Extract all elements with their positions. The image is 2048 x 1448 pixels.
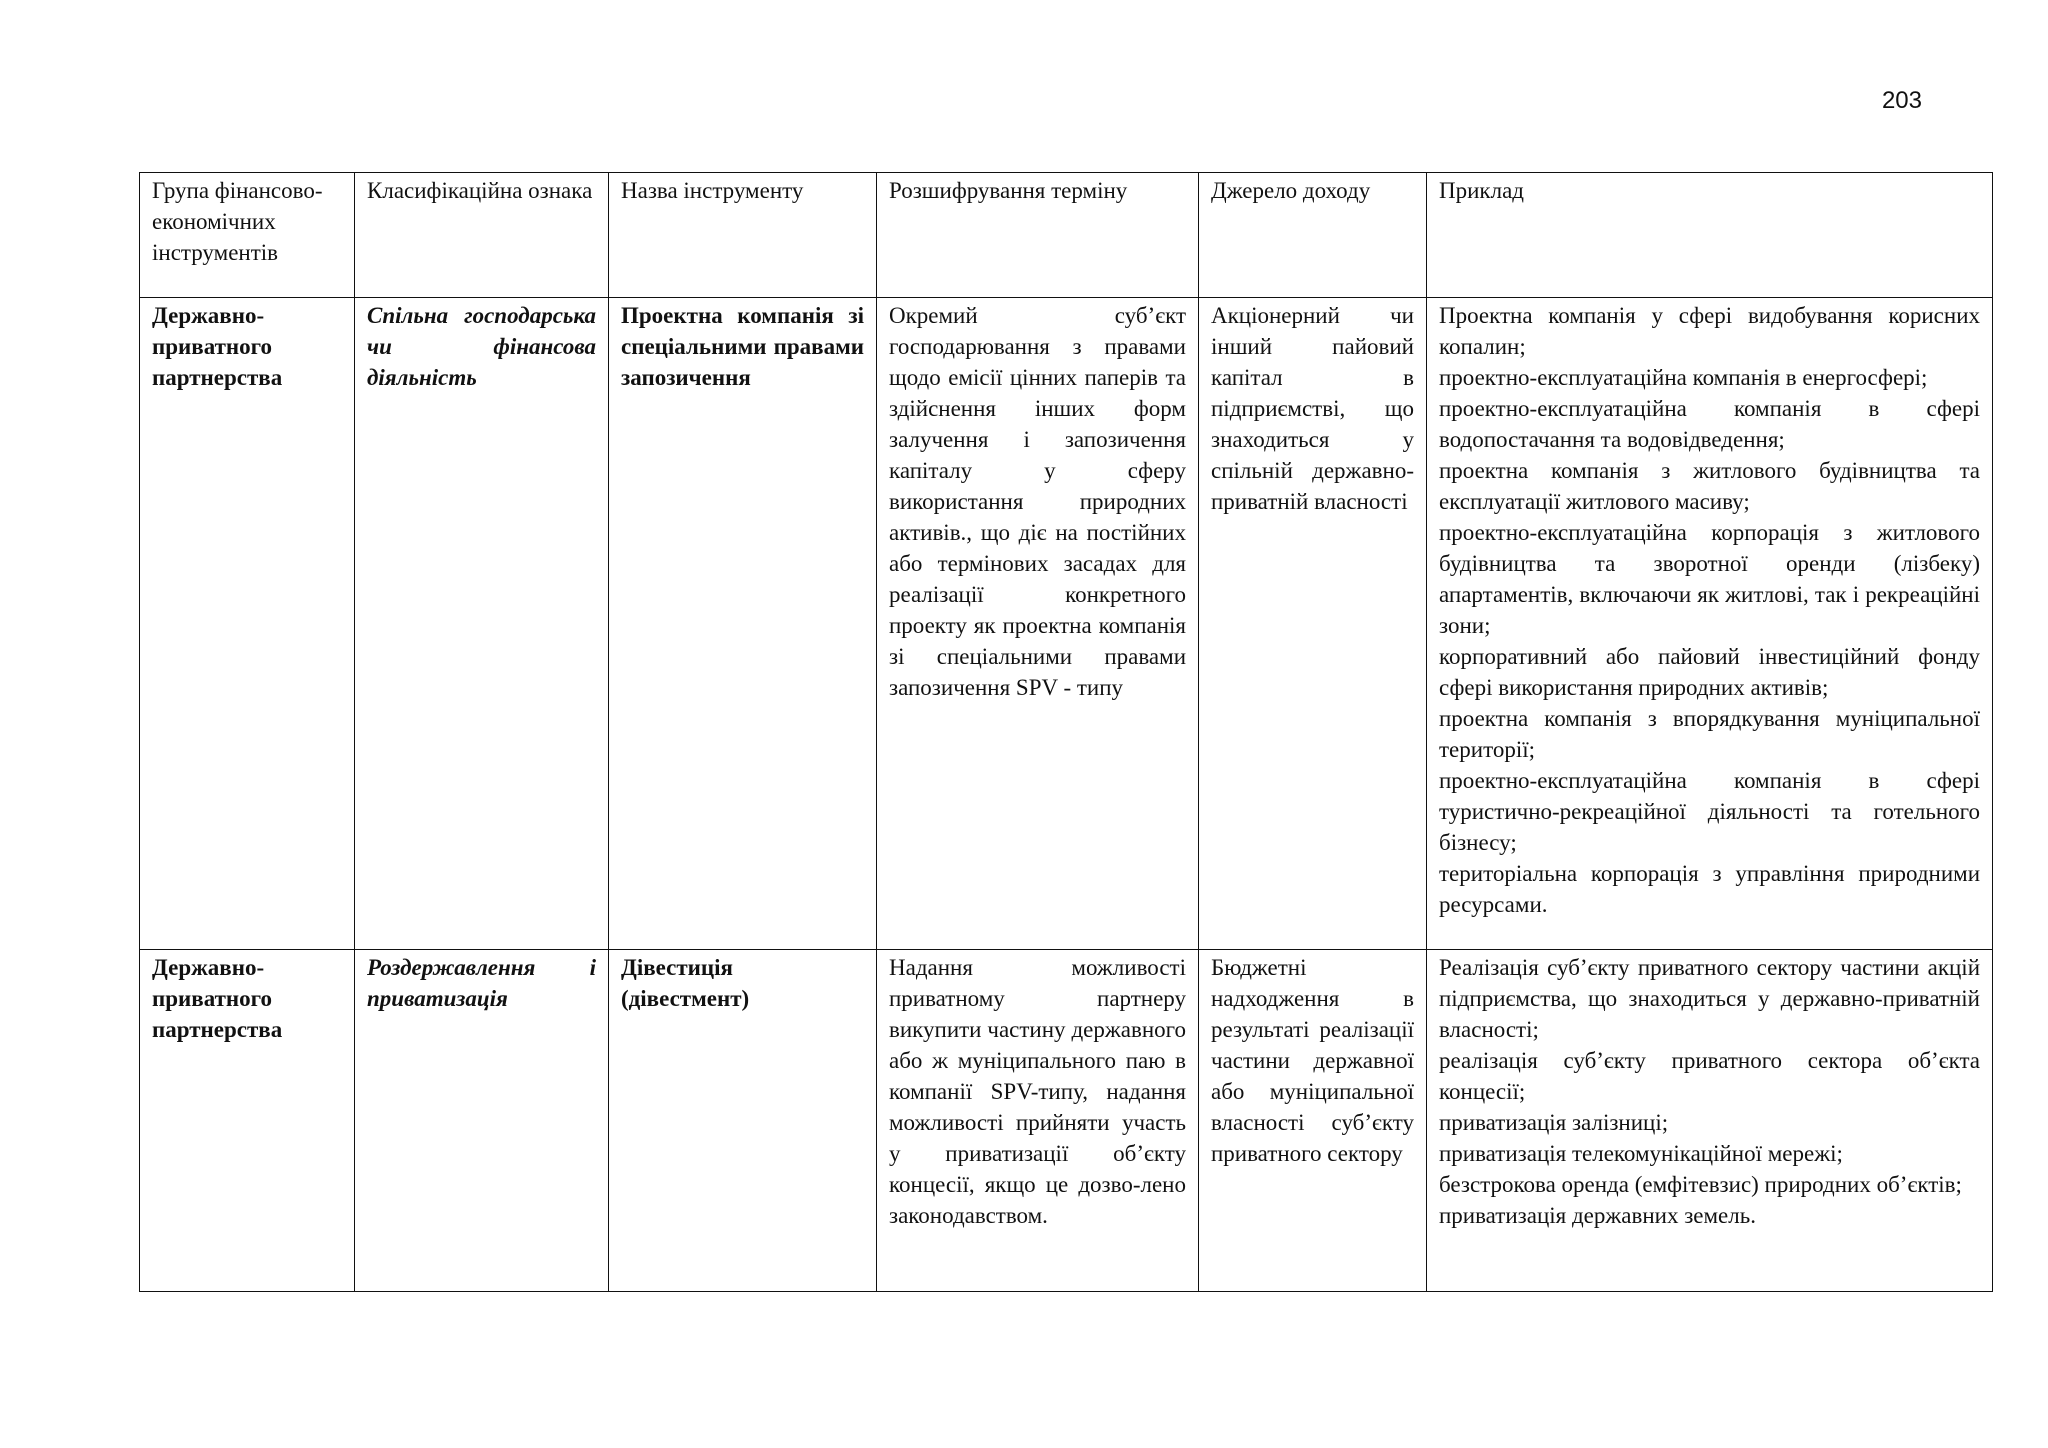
example-item: реалізація суб’єкту приватного сектора об’єкта концесії; bbox=[1439, 1048, 1980, 1104]
example-item: проектно-експлуатаційна компанія в енергосфері; bbox=[1439, 365, 1928, 390]
cell-classification: Спільна господарська чи фінансова діяльність bbox=[355, 298, 609, 950]
page-number: 203 bbox=[1881, 87, 1922, 114]
table-row bbox=[140, 950, 1993, 1292]
table-row bbox=[140, 298, 1993, 950]
example-item: приватизація залізниці; bbox=[1439, 1110, 1669, 1135]
cell-classification: Роздержавлення і приватизація bbox=[355, 950, 609, 1292]
header-instrument: Назва інструменту bbox=[609, 173, 877, 298]
table-header-row bbox=[140, 173, 1993, 298]
example-item: Реалізація суб’єкту приватного сектору частини акцій підприємства, що знаходиться у державно-приватній власності; bbox=[1439, 955, 1980, 1042]
cell-instrument: Дівестиція (дівестмент) bbox=[609, 950, 877, 1292]
example-item: територіальна корпорація з управління природними ресурсами. bbox=[1439, 861, 1980, 917]
cell-instrument: Проектна компанія зі спеціальними правами запозичення bbox=[609, 298, 877, 950]
example-item: проектно-експлуатаційна компанія в сфері водопостачання та водовідведення; bbox=[1439, 396, 1980, 452]
cell-examples bbox=[1427, 950, 1993, 1292]
cell-definition: Надання можливості приватному партнеру викупити частину державного або ж муніципального паю в компанії SPV-типу, надання можливості прийняти участь у приватизації об’єкту концесії, якщо це дозво-лено законодавством. bbox=[877, 950, 1199, 1292]
example-item: приватизація телекомунікаційної мережі; bbox=[1439, 1141, 1843, 1166]
example-item: проектна компанія з впорядкування муніципальної території; bbox=[1439, 706, 1980, 762]
header-income-source: Джерело доходу bbox=[1199, 173, 1427, 298]
example-item: приватизація державних земель. bbox=[1439, 1203, 1756, 1228]
example-item: проектна компанія з житлового будівництва та експлуатації житлового масиву; bbox=[1439, 458, 1980, 514]
cell-income-source: Акціонерний чи інший пайовий капітал в підприємстві, що знаходиться у спільній державно-приватній власності bbox=[1199, 298, 1427, 950]
header-group: Група фінансово-економічних інструментів bbox=[140, 173, 355, 298]
example-item: проектно-експлуатаційна корпорація з житлового будівництва та зворотної оренди (лізбеку) апартаментів, включаючи як житлові, так і рекреаційні зони; bbox=[1439, 520, 1980, 638]
example-item: безстрокова оренда (емфітевзис) природних об’єктів; bbox=[1439, 1172, 1962, 1197]
example-item: проектно-експлуатаційна компанія в сфері туристично-рекреаційної діяльності та готельного бізнесу; bbox=[1439, 768, 1980, 855]
cell-examples bbox=[1427, 298, 1993, 950]
cell-income-source: Бюджетні надходження в результаті реалізації частини державної або муніципальної власності суб’єкту приватного сектору bbox=[1199, 950, 1427, 1292]
cell-group: Державно-приватного партнерства bbox=[140, 950, 355, 1292]
cell-definition: Окремий суб’єкт господарювання з правами щодо емісії цінних паперів та здійснення інших форм залучення і запозичення капіталу у сферу використання природних активів., що діє на постійних або термінових засадах для реалізації конкретного проекту як проектна компанія зі спеціальними правами запозичення SPV - типу bbox=[877, 298, 1199, 950]
example-item: Проектна компанія у сфері видобування корисних копалин; bbox=[1439, 303, 1980, 359]
instruments-table bbox=[139, 172, 1993, 1292]
header-classification: Класифікаційна ознака bbox=[355, 173, 609, 298]
cell-group: Державно-приватного партнерства bbox=[140, 298, 355, 950]
example-item: корпоративний або пайовий інвестиційний фонду сфері використання природних активів; bbox=[1439, 644, 1980, 700]
header-example: Приклад bbox=[1427, 173, 1993, 298]
header-definition: Розшифрування терміну bbox=[877, 173, 1199, 298]
